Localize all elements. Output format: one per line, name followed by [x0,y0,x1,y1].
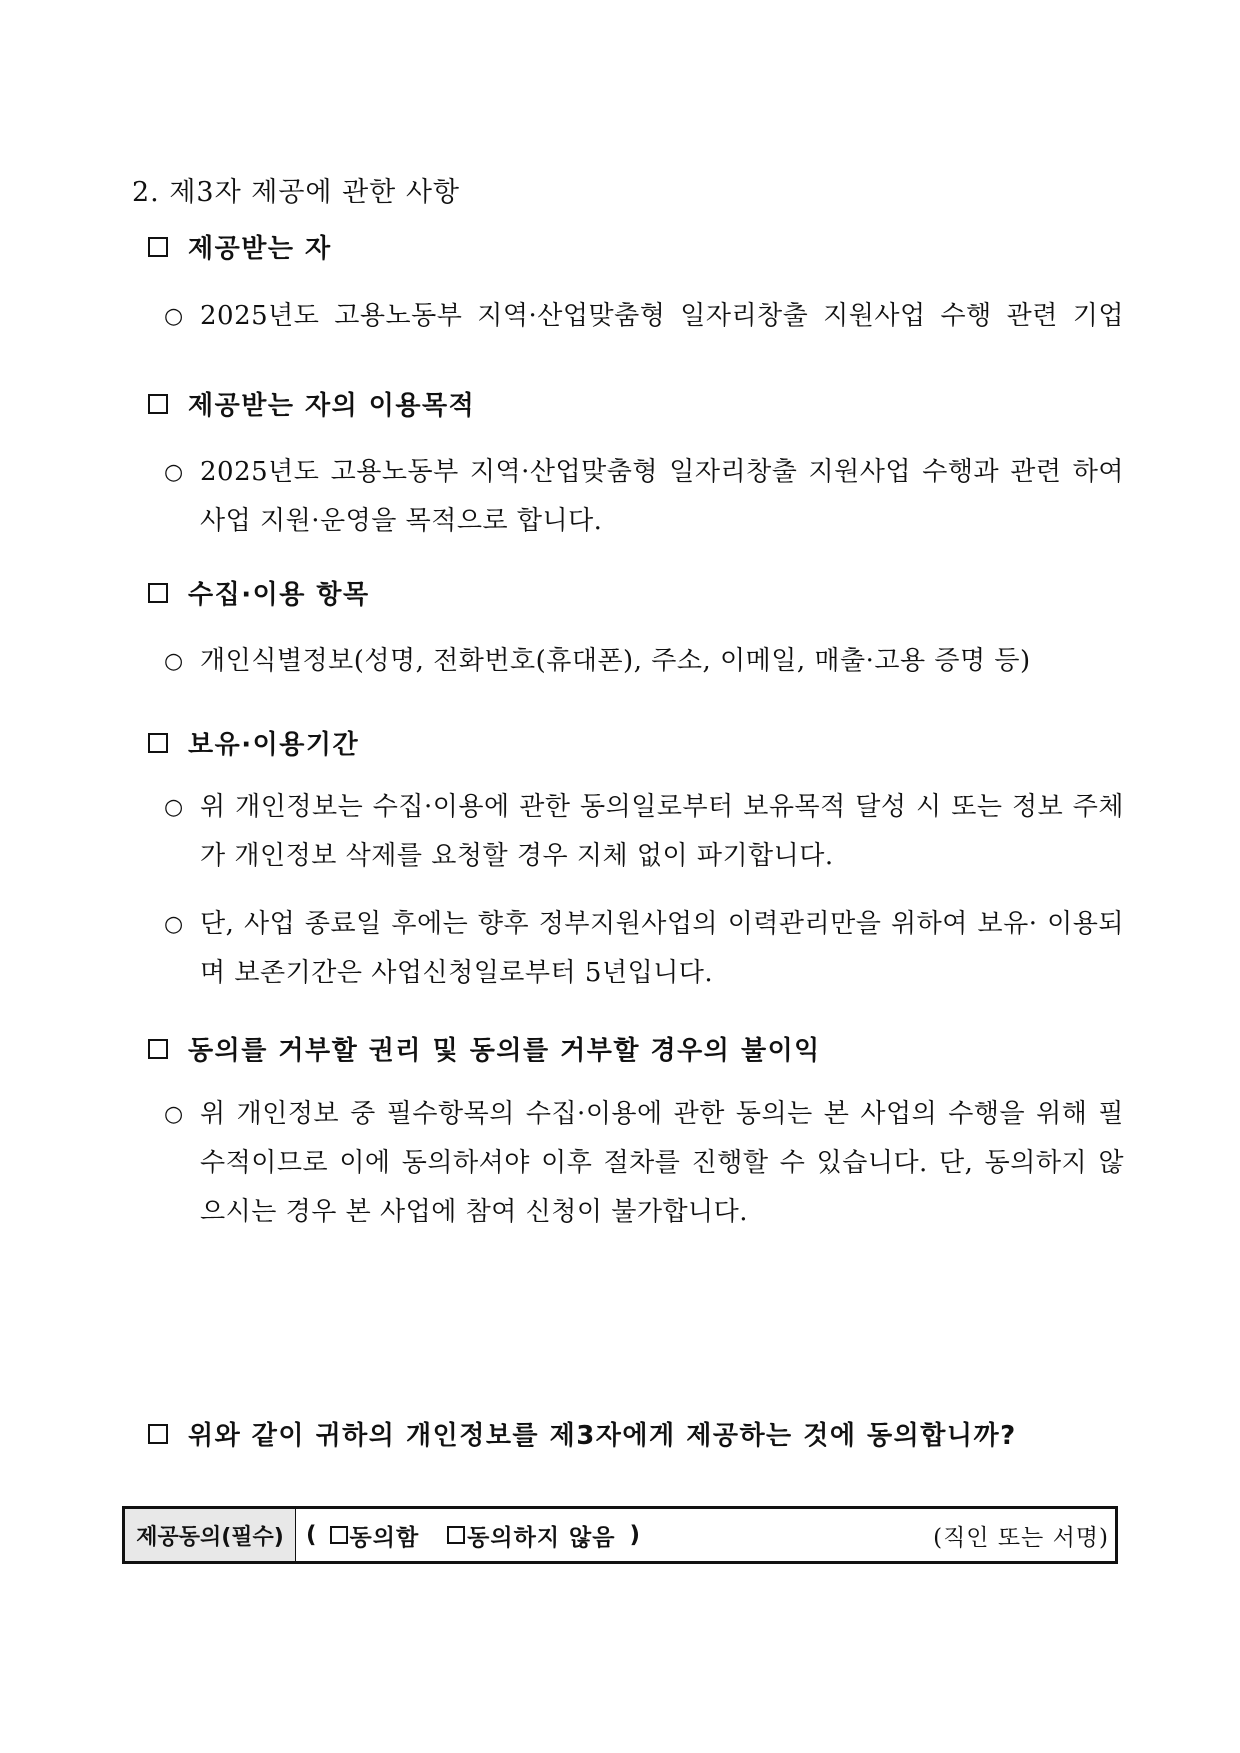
disagree-label: 동의하지 않음 [467,1524,616,1551]
heading-text: 동의를 거부할 권리 및 동의를 거부할 경우의 불이익 [188,1036,821,1066]
square-bullet-icon [148,733,168,753]
consent-body [296,1509,1115,1561]
heading-question [148,1415,1017,1452]
signature-field[interactable]: (직인 또는 서명) [933,1524,1109,1551]
circle-bullet-icon: ○ [164,912,184,937]
heading-refusal [148,1030,821,1067]
consent-table [122,1506,1118,1564]
square-bullet-icon [148,1039,168,1059]
circle-bullet-icon: ○ [164,795,184,820]
heading-text: 위와 같이 귀하의 개인정보를 제3자에게 제공하는 것에 동의합니까? [188,1421,1017,1451]
bullet-text: 위 개인정보 중 필수항목의 수집·이용에 관한 동의는 본 사업의 수행을 위해 필수적이므로 이에 동의하셔야 이후 절차를 진행할 수 있습니다. 단, 동의하지 않으시는 경우 본 사업에 참여 신청이 불가합니다. [200,1099,1124,1227]
section-title: 2. 제3자 제공에 관한 사항 [132,177,461,208]
bullet-items [164,637,1124,686]
heading-text: 제공받는 자의 이용목적 [188,391,476,421]
circle-bullet-icon: ○ [164,460,184,485]
bullet-text: 위 개인정보는 수집·이용에 관한 동의일로부터 보유목적 달성 시 또는 정보 주체가 개인정보 삭제를 요청할 경우 지체 없이 파기합니다. [200,792,1124,871]
bullet-text: 개인식별정보(성명, 전화번호(휴대폰), 주소, 이메일, 매출·고용 증명 등) [200,646,1031,676]
heading-items [148,574,370,611]
bullet-text: 2025년도 고용노동부 지역·산업맞춤형 일자리창출 지원사업 수행 관련 기업 [200,301,1124,331]
consent-options [306,1519,641,1552]
bullet-retention-1 [164,783,1124,881]
agree-label: 동의함 [349,1524,420,1551]
circle-bullet-icon: ○ [164,304,184,329]
bullet-refusal [164,1090,1124,1237]
heading-text: 보유·이용기간 [188,730,360,760]
close-paren: ) [629,1522,642,1548]
open-paren: ( [306,1522,318,1548]
agree-option[interactable] [330,1519,420,1552]
bullet-purpose [164,448,1124,546]
heading-text: 수집·이용 항목 [188,580,370,610]
circle-bullet-icon: ○ [164,1102,184,1127]
consent-label: 제공동의(필수) [125,1509,296,1561]
bullet-text: 2025년도 고용노동부 지역·산업맞춤형 일자리창출 지원사업 수행과 관련 하여 사업 지원·운영을 목적으로 합니다. [200,457,1124,536]
disagree-option[interactable] [447,1519,615,1552]
checkbox-icon[interactable] [447,1526,465,1544]
bullet-retention-2 [164,900,1124,998]
square-bullet-icon [148,394,168,414]
heading-text: 제공받는 자 [188,234,332,264]
heading-retention [148,724,359,761]
circle-bullet-icon: ○ [164,649,184,674]
heading-purpose [148,385,475,422]
bullet-recipient [164,292,1124,341]
square-bullet-icon [148,1424,168,1444]
square-bullet-icon [148,583,168,603]
checkbox-icon[interactable] [330,1526,348,1544]
heading-recipient [148,228,332,265]
square-bullet-icon [148,237,168,257]
bullet-text: 단, 사업 종료일 후에는 향후 정부지원사업의 이력관리만을 위하여 보유· 이용되며 보존기간은 사업신청일로부터 5년입니다. [200,909,1124,988]
